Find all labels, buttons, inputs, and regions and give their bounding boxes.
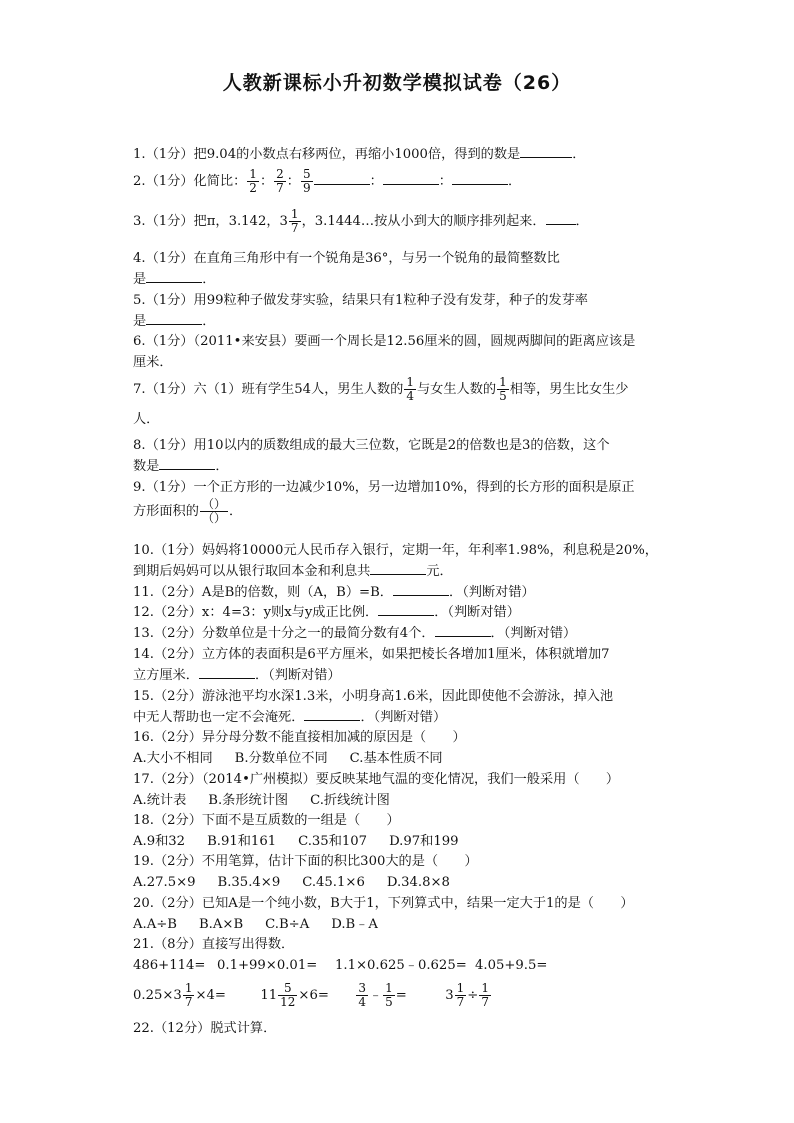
option-a[interactable]: A.统计表 [133,793,187,808]
fraction: $\frac{5}{12}$ [280,981,296,1009]
question-22: 22.（12分）脱式计算． [133,1021,277,1036]
option-c[interactable]: C.35和107 [298,834,368,849]
answer-blank[interactable] [546,212,576,225]
answer-blank[interactable] [378,603,434,616]
answer-blank[interactable] [199,666,255,679]
fraction: $\frac{1}{7}$ [184,981,193,1009]
question-16: 16.（2分）异分母分数不能直接相加减的原因是（ ） A.大小不相同 B.分数单位不同 C.基本性质不同 [133,730,466,766]
answer-blank[interactable] [383,172,439,185]
question-8: 8.（1分）用10以内的质数组成的最大三位数，它既是2的倍数也是3的倍数，这个 数是 ． [133,438,610,474]
answer-blank[interactable] [159,457,215,470]
question-1: 1.（1分）把9.04的小数点右移两位，再缩小1000倍，得到的数是 ． [133,147,586,162]
question-2: 2.（1分）化简比： $\frac{1}{2}$ ： $\frac{2}{7}$ ： $\frac{5}{9}$ ： ： ． [133,167,522,195]
answer-blank[interactable] [314,172,370,185]
option-c[interactable]: C.B÷A [265,917,310,932]
question-18: 18.（2分）下面不是互质数的一组是（ ） A.9和32 B.91和161 C.35和107 D.97和199 [133,813,459,849]
question-19: 19.（2分）不用笔算，估计下面的积比300大的是（ ） A.27.5×9 B.35.4×9 C.45.1×6 D.34.8×8 [133,854,478,890]
fraction: $\frac{3}{4}$ [358,981,366,1009]
fraction-blank[interactable]: $\frac{()}{()}$ [201,497,226,525]
answer-blank[interactable] [370,562,426,575]
option-c[interactable]: C.折线统计图 [310,793,390,808]
question-6: 6.（1分）（2011•来安县）要画一个周长是12.56厘米的圆，圆规两脚间的距离应该是 厘米． [133,334,636,370]
answer-blank[interactable] [520,145,572,158]
fraction: $\frac{1}{7}$ [290,207,299,235]
question-20: 20.（2分）已知A是一个纯小数，B大于1，下列算式中，结果一定大于1的是（ ） A.A÷B B.A×B C.B÷A D.B﹣A [133,896,634,932]
answer-blank[interactable] [146,270,202,283]
question-17: 17.（2分）（2014•广州模拟）要反映某地气温的变化情况，我们一般采用（ ） A.统计表 B.条形统计图 C.折线统计图 [133,772,620,808]
question-3: 3.（1分）把π，3.142，3 $\frac{1}{7}$ ，3.1444…按从小到大的顺序排列起来． ． [133,207,589,235]
fraction: $\frac{5}{9}$ [302,167,311,195]
answer-blank[interactable] [452,172,508,185]
option-a[interactable]: A.A÷B [133,917,177,932]
option-d[interactable]: D.B﹣A [331,917,378,932]
option-b[interactable]: B.条形统计图 [208,793,289,808]
fraction: $\frac{2}{7}$ [276,167,284,195]
fraction: $\frac{1}{7}$ [481,981,489,1009]
option-a[interactable]: A.9和32 [133,834,186,849]
answer-blank[interactable] [304,708,360,721]
option-c[interactable]: C.基本性质不同 [349,751,443,766]
fraction: $\frac{1}{5}$ [499,375,507,403]
question-5: 5.（1分）用99粒种子做发芽实验，结果只有1粒种子没有发芽，种子的发芽率 是 ． [133,293,588,329]
question-21-row-2: 0.25×3 $\frac{1}{7}$ ×4= 11 $\frac{5}{12}$ ×6= $\frac{3}{4}$ ﹣ $\frac{1}{5}$ = 3 $\frac{1}{7}$ ÷ $\frac{1}{7}$ [133,981,489,1009]
option-b[interactable]: B.35.4×9 [217,875,281,890]
answer-blank[interactable] [393,583,449,596]
question-11: 11.（2分）A是B的倍数，则（A，B）=B． ．（判断对错） [133,585,535,600]
answer-blank[interactable] [146,312,202,325]
option-d[interactable]: D.34.8×8 [386,875,450,890]
question-13: 13.（2分）分数单位是十分之一的最简分数有4个． ．（判断对错） [133,626,577,641]
page-title: 人教新课标小升初数学模拟试卷（26） [222,72,572,94]
question-7: 7.（1分）六（1）班有学生54人，男生人数的 $\frac{1}{4}$ 与女生人数的 $\frac{1}{5}$ 相等，男生比女生少 人． [133,375,629,427]
question-9: 9.（1分）一个正方形的一边减少10%，另一边增加10%，得到的长方形的面积是原正 方形面积的 $\frac{()}{()}$ ． [133,480,635,525]
option-c[interactable]: C.45.1×6 [302,875,365,890]
option-a[interactable]: A.27.5×9 [133,875,196,890]
fraction: $\frac{1}{2}$ [249,167,257,195]
question-21: 21.（8分）直接写出得数． 486+114= 0.1+99×0.01= 1.1×0.625﹣0.625= 4.05+9.5= [133,937,548,973]
option-a[interactable]: A.大小不相同 [133,751,213,766]
fraction: $\frac{1}{5}$ [385,981,393,1009]
option-b[interactable]: B.91和161 [207,834,277,849]
fraction: $\frac{1}{7}$ [456,981,465,1009]
question-12: 12.（2分）x：4=3：y则x与y成正比例． ．（判断对错） [133,605,520,620]
option-b[interactable]: B.分数单位不同 [234,751,328,766]
question-14: 14.（2分）立方体的表面积是6平方厘米，如果把棱长各增加1厘米，体积就增加7 立方厘米． ．（判断对错） [133,647,610,683]
question-4: 4.（1分）在直角三角形中有一个锐角是36°，与另一个锐角的最简整数比 是 ． [133,251,560,287]
question-10: 10.（1分）妈妈将10000元人民币存入银行，定期一年，年利率1.98%，利息税是20%， 到期后妈妈可以从银行取回本金和利息共 元． [133,543,658,579]
question-15: 15.（2分）游泳池平均水深1.3米，小明身高1.6米，因此即使他不会游泳，掉入池 中无人帮助也一定不会淹死． ．（判断对错） [133,689,614,725]
option-b[interactable]: B.A×B [198,917,244,932]
option-d[interactable]: D.97和199 [389,834,459,849]
fraction: $\frac{1}{4}$ [406,375,414,403]
answer-blank[interactable] [435,624,491,637]
